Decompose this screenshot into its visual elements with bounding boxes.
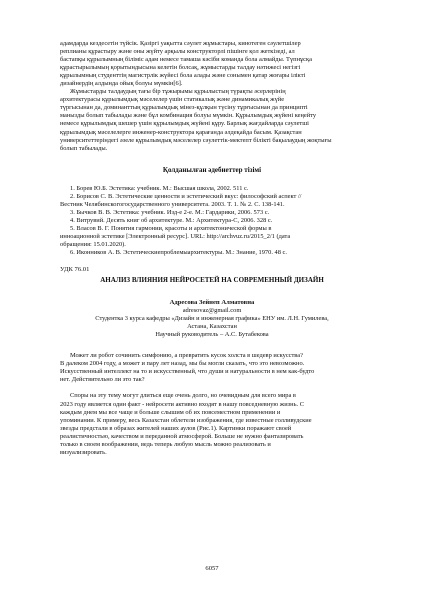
reference-item: 1. Борев Ю.Б. Эстетика: учебник. М.: Высшая школа, 2002. 511 с. — [70, 184, 249, 192]
author-name: Адресова Зейнеп Алматовна — [169, 299, 255, 307]
intro-paragraph: адамдарда кездесетін түйсік. Қазіргі уақытта сәулет жұмыстары, кинотеген сәулетшілер реплианы құрастыру және оны жүйту арқылы конструкторлі пішінге қол жеткізеді, ал бастапқы құрылымның біліміс адам немесе тамаша кәсіби команда бола алмайды. Түпнұсқа құрастырылымың қорытындысына келетін болсақ, жұмыстарды талдау нәтижесі негізгі құрылымның студенттің магистрлік жүйесі бола алады және сонымен қатар жоғары ілікті дизайнердің алдында ойық болуы мүмкін[6]. — [60, 40, 312, 88]
reference-item: 5. Власов В. Г. Понятия гармонии, красоты и архитектонической формы в инноационной эстетике [Электронный ресурс]. URL: http://archvuz.ru/2015_2/1 (дата обращения: 15.01.2020). — [60, 224, 291, 248]
author-affiliation: Студентка 3 курса кафедры «Дизайн и инженерная графика» ЕНУ им. Л.Н. Гумилева, Астана, Казахстан — [95, 315, 329, 331]
article-title: АНАЛИЗ ВЛИЯНИЯ НЕЙРОСЕТЕЙ НА СОВРЕМЕННЫЙ ДИЗАЙН — [100, 276, 324, 285]
reference-item: 4. Витрувий. Десять книг об архитектуре. М.: Архитектура-С, 2006. 328 с. — [70, 216, 273, 224]
reference-item: 2. Борисов С. В. Эстетические ценности и эстетический вкус: философский аспект // Вестник Челябинскогогосударственного университета. 2003. Т. 1. № 2. С. 138-141. — [60, 192, 302, 208]
references-list — [60, 185, 364, 257]
page-number: 6057 — [205, 565, 219, 572]
intro-paragraph: Жұмыстарды талдаудың тағы бір тұжырымы құрылыстың түрақты әсерлерінің архитектурасы құрылымдық мәселелер үшін статикалық және динамикалық жүйе түргысынан да, доминанттың құрылымдық мінез-құлқын түсіну тұрғысынан да принципті манызды болып табылады және бұл комбинация болуы мүмкін. Құрылымдық жүйені кеңейту немесе құрылымдық шешер үшін құрылымдық жүйені құру. Барлық жағдайларда сәулетші құрылымдық мәселелерге инженер-конструктора қарағанда әлдеқайда басым. Қазақстан университеттеріндегі әзеле құрылымдық мәселелер сәулеттік-мектепт білікті бақылаудың жоқтығы болып табылады. — [60, 88, 332, 152]
reference-item: 6. Иконников А. В. Эстетическиепроблемыархитектуры. М.: Знание, 1970. 48 с. — [70, 249, 287, 257]
body-paragraph: Может ли робот сочинить симфонию, а превратить кусок холста в шедевр искусства? В далеком 2004 году, а может и пару лет назад, мы бы могли сказать, что это невозможно. Искусственный интеллект на то и искусственный, что души и натуральности в нем как-будто нет. Действительно ли это так? — [60, 352, 315, 384]
author-email: adresovaz@gmail.com — [182, 307, 242, 315]
body-section — [60, 352, 364, 457]
reference-item: 3. Бычков В. В. Эстетика: учебник. Изд-е 2-е. М.: Гардарики, 2006. 573 с. — [70, 208, 270, 216]
intro-section — [60, 40, 364, 153]
supervisor-line: Научный руководитель – А.С. Бутабекова — [155, 331, 269, 339]
references-title: Қолданылған әдебиеттер тізімі — [162, 165, 262, 174]
body-paragraph: Споры на эту тему могут длиться еще очень долго, но очевидным для всего мира в 2023 году является один факт - нейросети активно входят в нашу повседневную жизнь. С каждым днем мы все чаще и больше слышим об их повсеместном применении и упоминании. К примеру, весь Казахстан облетели изображения, где известные голливудские звезды предстали в образах жителей наших аулов (Рис.1). Картинки поражают своей реалистичностью, качеством и переданной атмосферой. Больше не нужно фантазировать только в своем воображении, ведь теперь любую мысль можно реализовать и визуализировать. — [60, 392, 312, 456]
udk-code: УДК 76.01 — [60, 266, 90, 274]
